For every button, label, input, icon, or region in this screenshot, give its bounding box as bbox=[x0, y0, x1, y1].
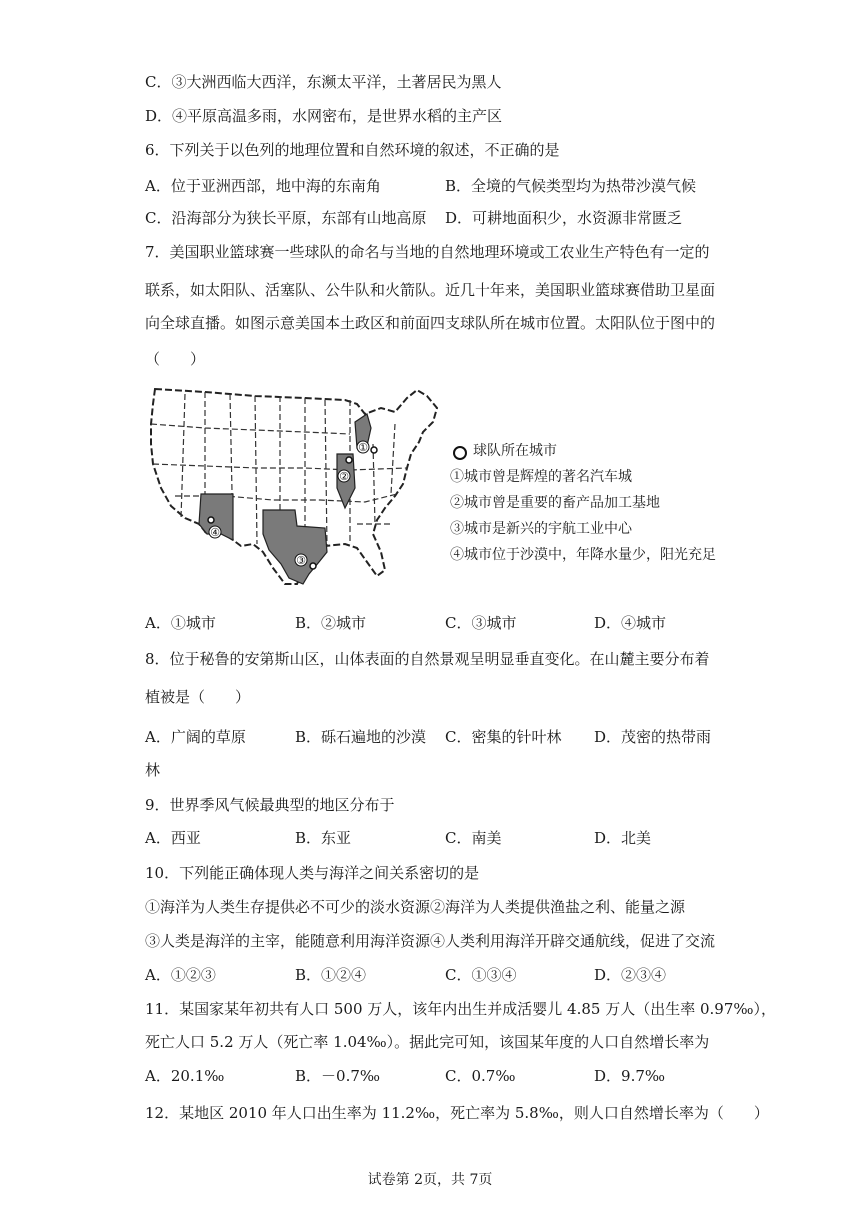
q7-option-b: B．②城市 bbox=[295, 614, 367, 632]
q9-stem: 9．世界季风气候最典型的地区分布于 bbox=[145, 796, 395, 814]
q7-blank: （ ） bbox=[145, 350, 206, 368]
legend-city: 球队所在城市 bbox=[473, 443, 557, 459]
q10-option-c: C．①③④ bbox=[445, 966, 517, 984]
map-label-3: ③ bbox=[296, 554, 306, 567]
us-map bbox=[145, 384, 445, 596]
legend-city-icon bbox=[453, 446, 467, 460]
q9-option-a: A．西亚 bbox=[145, 829, 201, 847]
q8-option-c: C．密集的针叶林 bbox=[445, 728, 562, 746]
q8-stem-line2: 植被是（ ） bbox=[145, 688, 251, 706]
q9-option-d: D．北美 bbox=[594, 829, 652, 847]
q6-stem: 6．下列关于以色列的地理位置和自然环境的叙述，不正确的是 bbox=[145, 141, 560, 159]
q7-option-c: C．③城市 bbox=[445, 614, 517, 632]
q8-option-d-cont: 林 bbox=[145, 761, 161, 779]
legend-item-4: ④城市位于沙漠中，年降水量少，阳光充足 bbox=[450, 547, 716, 563]
q10-option-d: D．②③④ bbox=[594, 966, 667, 984]
q5-option-c: C．③大洲西临大西洋，东濒太平洋，土著居民为黑人 bbox=[145, 73, 502, 91]
q9-option-c: C．南美 bbox=[445, 829, 502, 847]
q10-option-a: A．①②③ bbox=[145, 966, 216, 984]
city-marker-chicago bbox=[346, 457, 352, 463]
q6-option-d: D．可耕地面积少，水资源非常匮乏 bbox=[445, 209, 683, 227]
city-marker-houston bbox=[310, 563, 316, 569]
q10-stem: 10．下列能正确体现人类与海洋之间关系密切的是 bbox=[145, 864, 480, 882]
legend-item-2: ②城市曾是重要的畜产品加工基地 bbox=[450, 495, 660, 511]
legend-item-3: ③城市是新兴的宇航工业中心 bbox=[450, 521, 632, 537]
q8-option-a: A．广阔的草原 bbox=[145, 728, 246, 746]
q11-option-d: D．9.7‰ bbox=[594, 1067, 666, 1085]
page-footer: 试卷第 2页，共 7页 bbox=[367, 1172, 493, 1188]
q7-option-a: A．①城市 bbox=[145, 614, 216, 632]
q11-option-b: B．－0.7‰ bbox=[295, 1067, 381, 1085]
q12-stem: 12．某地区 2010 年人口出生率为 11.2‰，死亡率为 5.8‰，则人口自然增长率为（ ） bbox=[145, 1104, 769, 1122]
q9-option-b: B．东亚 bbox=[295, 829, 352, 847]
q11-stem-line2: 死亡人口 5.2 万人（死亡率 1.04‰）。据此完可知，该国某年度的人口自然增长率为 bbox=[145, 1033, 710, 1051]
q8-option-b: B．砾石遍地的沙漠 bbox=[295, 728, 427, 746]
q10-option-b: B．①②④ bbox=[295, 966, 367, 984]
q10-statement-line2: ③人类是海洋的主宰，能随意利用海洋资源④人类利用海洋开辟交通航线，促进了交流 bbox=[145, 932, 716, 950]
us-map-figure bbox=[145, 384, 717, 596]
q11-option-c: C．0.7‰ bbox=[445, 1067, 516, 1085]
map-label-4: ④ bbox=[210, 526, 220, 539]
city-marker-detroit bbox=[371, 447, 377, 453]
map-label-1: ① bbox=[358, 441, 368, 454]
q6-option-a: A．位于亚洲西部，地中海的东南角 bbox=[145, 177, 381, 195]
q6-option-b: B．全境的气候类型均为热带沙漠气候 bbox=[445, 177, 697, 195]
map-label-2: ② bbox=[339, 470, 349, 483]
q11-option-a: A．20.1‰ bbox=[145, 1067, 225, 1085]
q11-stem-line1: 11．某国家某年初共有人口 500 万人，该年内出生并成活婴儿 4.85 万人（出生率 0.97‰）， bbox=[145, 1000, 776, 1018]
city-marker-phoenix bbox=[208, 517, 214, 523]
q7-stem-line3: 向全球直播。如图示意美国本土政区和前面四支球队所在城市位置。太阳队位于图中的 bbox=[145, 314, 716, 332]
q7-stem-line1: 7．美国职业篮球赛一些球队的命名与当地的自然地理环境或工农业生产特色有一定的 bbox=[145, 243, 710, 261]
q8-stem-line1: 8．位于秘鲁的安第斯山区，山体表面的自然景观呈明显垂直变化。在山麓主要分布着 bbox=[145, 650, 710, 668]
legend-item-1: ①城市曾是辉煌的著名汽车城 bbox=[450, 469, 632, 485]
q5-option-d: D．④平原高温多雨，水网密布，是世界水稻的主产区 bbox=[145, 107, 503, 125]
q7-stem-line2: 联系，如太阳队、活塞队、公牛队和火箭队。近几十年来，美国职业篮球赛借助卫星面 bbox=[145, 281, 716, 299]
q8-option-d: D．茂密的热带雨 bbox=[594, 728, 712, 746]
q10-statement-line1: ①海洋为人类生存提供必不可少的淡水资源②海洋为人类提供渔盐之利、能量之源 bbox=[145, 898, 686, 916]
q6-option-c: C．沿海部分为狭长平原，东部有山地高原 bbox=[145, 209, 427, 227]
q7-option-d: D．④城市 bbox=[594, 614, 667, 632]
